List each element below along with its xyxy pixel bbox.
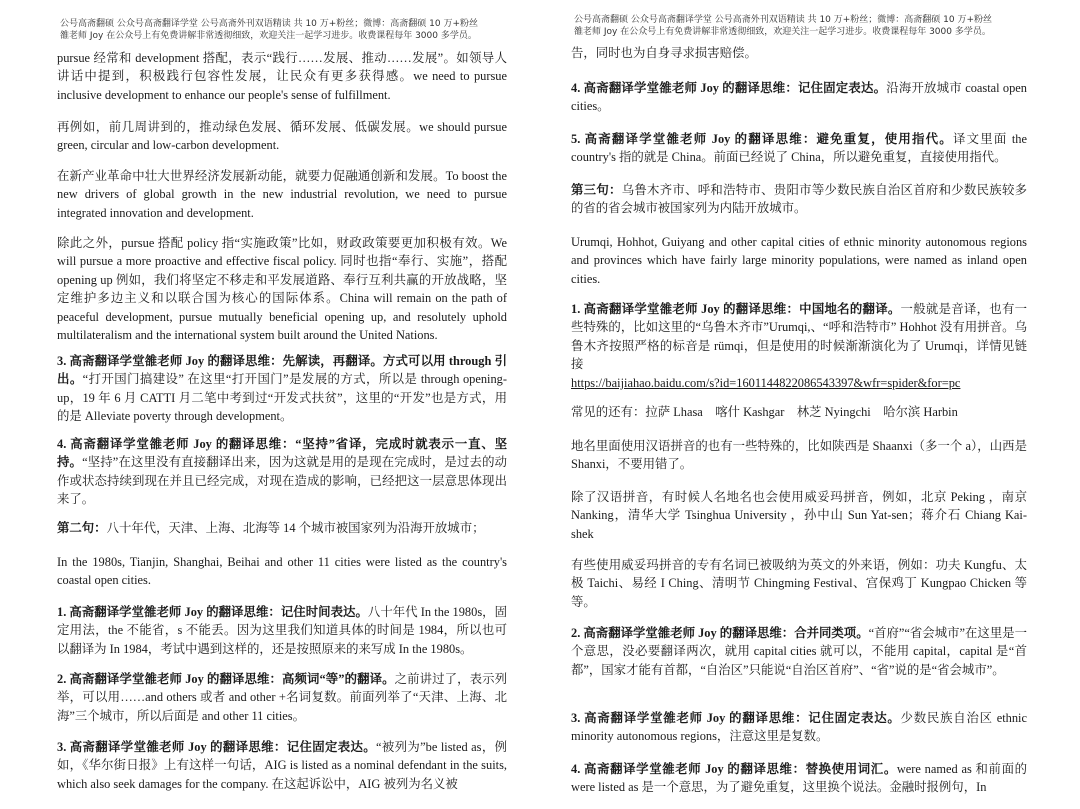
header-line-1: 公号高斋翻硕 公众号高斋翻译学堂 公号高斋外刊双语精读 共 10 万+粉丝；微博：高斋翻硕 10 万+粉丝 — [60, 19, 479, 29]
paragraph — [57, 519, 507, 537]
paragraph-text: 八十年代，天津、上海、北海等 14 个城市被国家列为沿海开放城市； — [106, 521, 485, 535]
paragraph-text: 除此之外，pursue 搭配 policy 指“实施政策”比如，财政政策要更加积极有效。We will pursue a more proactive and effective fiscal policy. 同时也指“奉行、实施”，搭配 opening up 例如，我们将坚定不移走和平发展道路、奉行互利共赢的开放战略，坚定维护多边主义和以联合国为核心的国际体系。China will remain on the path of peaceful development, pursue mutually beneficial opening up, and resolutely uphold multilateralism and the international system built around the United Nations. — [57, 236, 507, 343]
paragraph — [571, 44, 1027, 62]
paragraph — [571, 437, 1027, 474]
paragraph-heading: 2. 高斋翻译学堂雒老师 Joy 的翻译思维：合并同类项。 — [571, 626, 869, 640]
paragraph — [571, 300, 1027, 392]
paragraph-text: “坚持”在这里没有直接翻译出来，因为这就是用的是现在完成时，是过去的动作或状态持续到现在并且已经完成，对现在造成的影响，已经把这一层意思体现出来了。 — [57, 455, 507, 507]
paragraph — [57, 118, 507, 155]
paragraph-heading: 4. 高斋翻译学堂雒老师 Joy 的翻译思维：替换使用词汇。 — [571, 762, 897, 776]
paragraph — [57, 352, 507, 426]
paragraph — [57, 435, 507, 509]
paragraph-text: “打开国门搞建设” 在这里“打开国门”是发展的方式，所以是 through opening-up，19 年 6 月 CATTI 月二笔中考到过“开发式扶贫”，这里的“开发”也是方式，用的是 Alleviate poverty through development。 — [57, 372, 507, 424]
paragraph-heading: 4. 高斋翻译学堂雒老师 Joy 的翻译思维：记住固定表达。 — [571, 81, 887, 95]
paragraph-text: 乌鲁木齐市、呼和浩特市、贵阳市等少数民族自治区首府和少数民族较多的省的省会城市被国家列为内陆开放城市。 — [571, 183, 1028, 216]
paragraph-text: 沿海开放城市 coastal open cities。 — [571, 81, 1028, 114]
paragraph — [571, 624, 1027, 679]
right-page — [571, 0, 1027, 809]
paragraph — [571, 403, 1027, 421]
paragraph — [571, 181, 1027, 218]
paragraph — [571, 556, 1027, 611]
paragraph-text: 再例如，前几周讲到的，推动绿色发展、循环发展、低碳发展。we should pursue green, circular and low-carbon development. — [57, 120, 507, 153]
paragraph-text: “被列为”be listed as，例如，《华尔街日报》上有这样一句话，AIG is listed as a nominal defendant in the suits, which also seek damages for the company. 在这起诉讼中，AIG 被列为名义被 — [57, 740, 508, 791]
paragraph — [57, 167, 507, 222]
paragraph-text: “首府”“省会城市”在这里是一个意思，没必要翻译两次，就用 capital cities 就可以，不能用 capital，capital 是“首都”，国家才能有首都，“自治区”只能说“自治区首府”、“省”说的是“省会城市”。 — [571, 626, 1028, 677]
paragraph-heading: 1. 高斋翻译学堂雒老师 Joy 的翻译思维：中国地名的翻译。 — [571, 302, 901, 316]
paragraph-heading: 第二句： — [57, 521, 107, 535]
paragraph — [571, 79, 1027, 116]
paragraph — [57, 49, 507, 104]
paragraph-text: Urumqi, Hohhot, Guiyang and other capital cities of ethnic minority autonomous regions and provinces which have fairly large minority populations, were named as inland open cities. — [571, 235, 1027, 286]
paragraph-text: pursue 经常和 development 搭配，表示“践行……发展、推动……发展”。如领导人讲话中提到，积极践行包容性发展，让民众有更多获得感。we need to pursue inclusive development to enhance our people's sense of fulfillment. — [57, 51, 507, 102]
paragraph-heading: 3. 高斋翻译学堂雒老师 Joy 的翻译思维：先解读，再翻译。方式可以用 through 引出。 — [57, 354, 507, 387]
paragraph-heading: 5. 高斋翻译学堂雒老师 Joy 的翻译思维：避免重复，使用指代。 — [571, 132, 953, 146]
header-line-2: 雒老师 Joy 在公众号上有免费讲解非常透彻细致，欢迎关注一起学习进步。收费课程每年 3000 多学员。 — [574, 27, 991, 37]
paragraph-heading: 3. 高斋翻译学堂雒老师 Joy 的翻译思维：记住固定表达。 — [571, 711, 901, 725]
paragraph — [571, 760, 1027, 797]
paragraph — [57, 553, 507, 590]
paragraph — [571, 130, 1027, 167]
paragraph-text: 少数民族自治区 ethnic minority autonomous regions，注意这里是复数。 — [571, 711, 1028, 744]
page-header — [60, 18, 520, 42]
paragraph-text: 告，同时也为自身寻求损害赔偿。 — [571, 46, 757, 60]
paragraph — [57, 738, 507, 793]
paragraph-heading: 3. 高斋翻译学堂雒老师 Joy 的翻译思维：记住固定表达。 — [57, 740, 377, 754]
header-line-2: 雒老师 Joy 在公众号上有免费讲解非常透彻细致，欢迎关注一起学习进步。收费课程每年 3000 多学员。 — [60, 31, 477, 41]
paragraph-text: 一般就是音译，也有一些特殊的，比如这里的“乌鲁木齐市”Urumqi,、“呼和浩特市” Hohhot 没有用拼音。乌鲁木齐按照严格的标音是 rümqi，但是使用的时候渐渐演化为了 Urumqi，详情见链接 — [571, 302, 1028, 372]
paragraph-text: 八十年代 In the 1980s，固定用法，the 不能省，s 不能丢。因为这里我们知道具体的时间是 1984，所以也可以翻译为 In 1984，考试中遇到这样的，还是按照原来的来写成 In the 1980s。 — [57, 605, 508, 656]
paragraph-text: were named as 和前面的 were listed as 是一个意思，为了避免重复，这里换个说法。金融时报例句，In — [571, 762, 1027, 795]
paragraph-text: 有些使用威妥玛拼音的专有名词已被吸纳为英文的外来语，例如：功夫 Kungfu、太极 Taichi、易经 I Ching、清明节 Chingming Festival、宫保鸡丁 Kungpao Chicken 等等。 — [571, 558, 1027, 609]
paragraph-text: 常见的还有：拉萨 Lhasa 喀什 Kashgar 林芝 Nyingchi 哈尔滨 Harbin — [571, 405, 958, 419]
paragraph — [57, 670, 507, 725]
paragraph-text: 译文里面 the country's 指的就是 China。前面已经说了 China，所以避免重复，直接使用指代。 — [571, 132, 1027, 165]
paragraph-heading: 1. 高斋翻译学堂雒老师 Joy 的翻译思维：记住时间表达。 — [57, 605, 368, 619]
header-line-1: 公号高斋翻硕 公众号高斋翻译学堂 公号高斋外刊双语精读 共 10 万+粉丝；微博：高斋翻硕 10 万+粉丝 — [574, 15, 993, 25]
paragraph-heading: 4. 高斋翻译学堂雒老师 Joy 的翻译思维：“坚持”省译，完成时就表示一直、坚持。 — [57, 437, 507, 470]
paragraph — [571, 233, 1027, 288]
paragraph — [57, 603, 507, 658]
paragraph-text: 除了汉语拼音，有时候人名地名也会使用威妥玛拼音，例如，北京 Peking ，南京 Nanking，清华大学 Tsinghua University ，孙中山 Sun Yat-sen；蒋介石 Chiang Kai-shek — [571, 490, 1027, 541]
paragraph-text: 地名里面使用汉语拼音的也有一些特殊的，比如陕西是 Shaanxi（多一个 a），山西是 Shanxi，不要用错了。 — [571, 439, 1027, 472]
paragraph-text: 之前讲过了，表示列举，可以用……and others 或者 and other +名词复数。前面列举了“天津、上海、北海”三个城市，所以后面是 and other 11 cities。 — [57, 672, 507, 723]
paragraph — [57, 234, 507, 344]
paragraph-text: In the 1980s, Tianjin, Shanghai, Beihai and other 11 cities were listed as the country's coastal open cities. — [57, 555, 507, 588]
paragraph-heading: 第三句： — [571, 183, 622, 197]
left-page — [57, 0, 507, 809]
page-header — [574, 14, 1034, 38]
paragraph — [571, 488, 1027, 543]
paragraph — [571, 709, 1027, 746]
paragraph-text: 在新产业革命中壮大世界经济发展新动能，就要力促融通创新和发展。To boost the new drivers of global growth in the new industrial revolution, we need to pursue integrated innovation and development. — [57, 169, 507, 220]
reference-link[interactable]: https://baijiahao.baidu.com/s?id=1601144822086543397&wfr=spider&for=pc — [571, 375, 961, 390]
paragraph-heading: 2. 高斋翻译学堂雒老师 Joy 的翻译思维：高频词“等”的翻译。 — [57, 672, 395, 686]
